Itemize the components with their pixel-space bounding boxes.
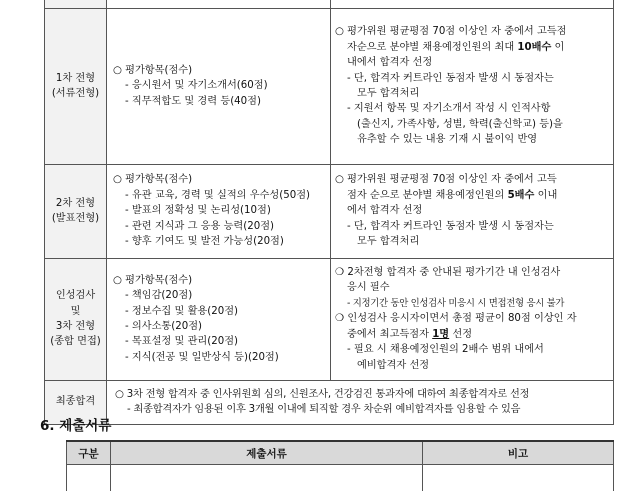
stage-name-line: (발표전형) <box>45 211 106 226</box>
detail-cell <box>331 164 614 258</box>
detail-line: 자순으로 분야별 채용예정인원의 최대 10배수 이 <box>335 40 607 55</box>
table-cell <box>111 465 423 491</box>
detail-line: ❍ 2차전형 합격자 중 안내된 평가기간 내 인성검사 <box>335 265 607 280</box>
stage-name-line: 2차 전형 <box>45 196 106 211</box>
detail-line: ❍ 인성검사 응시자이면서 총점 평균이 80점 이상인 자 <box>335 311 607 326</box>
criteria-line: - 목표설정 및 관리(20점) <box>113 334 326 349</box>
section-title: 6. 제출서류 <box>40 414 111 434</box>
detail-cell <box>107 380 614 424</box>
table-row <box>45 8 614 164</box>
stage-name-line: 및 <box>45 304 106 319</box>
detail-cell <box>331 258 614 380</box>
detail-line: 에서 합격자 선정 <box>335 203 607 218</box>
stage-name-line: 3차 전형 <box>45 319 106 334</box>
table-row <box>45 258 614 380</box>
criteria-line: - 응시원서 및 자기소개서(60점) <box>113 78 326 93</box>
table-header-row <box>67 441 614 465</box>
column-header: 비고 <box>423 441 614 465</box>
criteria-line: - 지식(전공 및 일반상식 등)(20점) <box>113 350 326 365</box>
detail-line: - 지원서 항목 및 자기소개서 작성 시 인적사항 <box>335 101 607 116</box>
criteria-line: - 의사소통(20점) <box>113 319 326 334</box>
table-row <box>45 380 614 424</box>
detail-line: 유추할 수 있는 내용 기재 시 불이익 반영 <box>335 132 607 147</box>
stage-name-cell: 최종합격 <box>45 380 107 424</box>
detail-cell <box>331 0 614 8</box>
detail-line: 점자 순으로 분야별 채용예정인원의 5배수 이내 <box>335 188 607 203</box>
selection-process-table <box>44 0 614 425</box>
detail-line: - 지정기간 동안 인성검사 미응시 시 면접전형 응시 불가 <box>335 296 607 311</box>
detail-line: 중에서 최고득점자 1명 선정 <box>335 327 607 342</box>
criteria-cell <box>107 164 331 258</box>
stage-name-line: (서류전형) <box>45 86 106 101</box>
table-row <box>45 0 614 8</box>
stage-name-cell <box>45 8 107 164</box>
criteria-line: - 정보수집 및 활용(20점) <box>113 304 326 319</box>
table-cell <box>67 465 111 491</box>
column-header: 구분 <box>67 441 111 465</box>
detail-line: - 단, 합격자 커트라인 동점자 발생 시 동점자는 <box>335 219 607 234</box>
detail-line: 내에서 합격자 선정 <box>335 55 607 70</box>
table-row <box>45 164 614 258</box>
detail-line: 예비합격자 선정 <box>335 358 607 373</box>
stage-name-line: 인성검사 <box>45 288 106 303</box>
highlight-count: 1명 <box>432 329 449 340</box>
detail-line: 모두 합격처리 <box>335 86 607 101</box>
detail-line: - 단, 합격자 커트라인 동점자 발생 시 동점자는 <box>335 71 607 86</box>
detail-line: 모두 합격처리 <box>335 234 607 249</box>
detail-cell <box>331 8 614 164</box>
criteria-line: - 관련 지식과 그 응용 능력(20점) <box>113 219 326 234</box>
criteria-cell <box>107 8 331 164</box>
stage-cell <box>45 0 107 8</box>
detail-line: ○ 평가위원 평균평점 70점 이상인 자 중에서 고득점 <box>335 24 607 39</box>
detail-line: - 필요 시 채용예정인원의 2배수 범위 내에서 <box>335 342 607 357</box>
criteria-line: - 발표의 정확성 및 논리성(10점) <box>113 203 326 218</box>
stage-name-line: 1차 전형 <box>45 71 106 86</box>
highlight-multiple: 5배수 <box>508 190 535 201</box>
documents-table <box>66 440 614 491</box>
column-header: 제출서류 <box>111 441 423 465</box>
criteria-line: ○ 평가항목(점수) <box>113 172 326 187</box>
detail-line: ○ 3차 전형 합격자 중 인사위원회 심의, 신원조사, 건강검진 통과자에 대하여 최종합격자로 선정 <box>115 387 607 402</box>
detail-line: 응시 필수 <box>335 280 607 295</box>
stage-name-line: (종합 면접) <box>45 334 106 349</box>
criteria-line: ○ 평가항목(점수) <box>113 63 326 78</box>
highlight-multiple: 10배수 <box>517 42 551 53</box>
criteria-line: - 유관 교육, 경력 및 실적의 우수성(50점) <box>113 188 326 203</box>
stage-name-cell <box>45 258 107 380</box>
detail-line: ○ 평가위원 평균평점 70점 이상인 자 중에서 고득 <box>335 172 607 187</box>
table-row <box>67 465 614 491</box>
criteria-line: ○ 평가항목(점수) <box>113 273 326 288</box>
criteria-line: - 직무적합도 및 경력 등(40점) <box>113 94 326 109</box>
criteria-line: - 향후 기여도 및 발전 가능성(20점) <box>113 234 326 249</box>
stage-name-cell <box>45 164 107 258</box>
criteria-cell <box>107 258 331 380</box>
criteria-line: - 책임감(20점) <box>113 288 326 303</box>
detail-line: (출신지, 가족사항, 성별, 학력(출신학교) 등)을 <box>335 117 607 132</box>
table-cell <box>423 465 614 491</box>
detail-line: - 최종합격자가 임용된 이후 3개월 이내에 퇴직할 경우 차순위 예비합격자를 임용할 수 있음 <box>115 402 607 417</box>
criteria-cell <box>107 0 331 8</box>
